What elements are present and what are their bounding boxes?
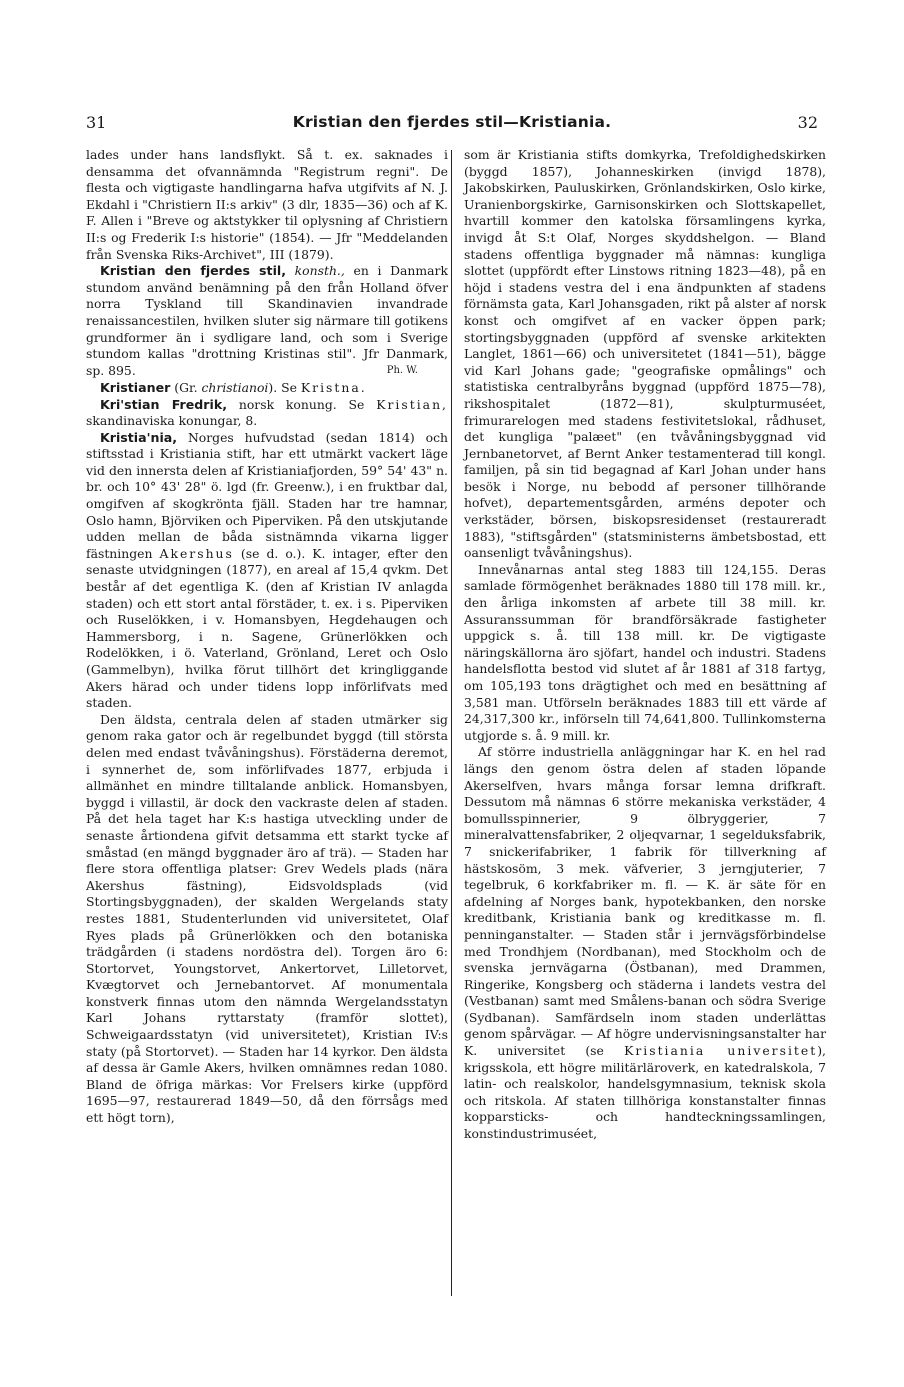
entry-text: Norges hufvudstad (sedan 1814) och stiftsstad i Kristiania stift, har ett utmärkt vackert läge vid den innersta delen af Kristianiafjorden, 59° 54' 43" n. br. och 10° 43' 28" ö. lgd (fr. Greenw.), i en fruktbar dal, omgifven af skogkrönta fjäll. Staden har tre hamnar, Oslo hamn, Björviken och Piperviken. På den utskjutande udden mellan de båda sistnämnda vikarna ligger fästningen bbox=[86, 429, 448, 561]
page-number-right: 32 bbox=[797, 113, 818, 132]
entry-kristian-den-fjerdes-stil bbox=[86, 263, 448, 379]
entry-kristian-fredrik bbox=[86, 397, 448, 430]
author-signature: Ph. W. bbox=[386, 365, 418, 377]
entry-headword: Kristian den fjerdes stil, bbox=[100, 263, 286, 279]
entry-headword: Kri'stian Fredrik, bbox=[100, 396, 227, 412]
page-header bbox=[86, 113, 818, 135]
entry-kristianer bbox=[86, 380, 448, 397]
entry-text: (se d. o.). K. intager, efter den senaste utvidgningen (1877), en areal af 15,4 qvkm. Det består af det egentliga K. (den af Kristian IV anlagda staden) och ett stort antal förstäder, t. ex. i s. Piperviken och Ruselökken, i v. Homansbyen, Hegdehaugen och Hammersborg, i n. Sagene, Grünerlökken och Rodelökken, i ö. Vaterland, Grönland, Leret och Oslo (Gammelbyn), hvilka förut tillhört det kringliggande Akers härad och under tidens lopp införlifvats med staden. bbox=[86, 545, 448, 711]
entry-text: en i Danmark stundom använd benämning på den från Holland öfver norra Tyskland till Skandinavien invandrade renaissancestilen, hvilken sluter sig närmare till gotikens grundformer än i sydligare land, och som i Sverige stundom kallas "drottning Kristinas stil". Jfr Danmark, sp. 895. bbox=[86, 263, 448, 378]
greek-term: christianoi bbox=[201, 379, 269, 395]
paragraph-text: ), krigsskola, ett högre militärläroverk, en katedralskola, 7 latin- och realskolor, handelsgymnasium, teknisk skola och ritskola. Af staten tillhöriga konstanstalter finnas kopparsticks- och handteckningssamlingen, konstindustrimuséet, bbox=[464, 1043, 826, 1142]
entry-text: (Gr. bbox=[174, 379, 198, 395]
paragraph-text: Af större industriella anläggningar har K. en hel rad längs den genom östra delen af staden löpande Akerselfven, hvars många forsar lemna drifkraft. Dessutom må nämnas 6 större mekaniska verkstäder, 4 bomullsspinnerier, 9 ölbryggerier, 7 mineralvattensfabriker, 2 oljeqvarnar, 1 segelduksfabrik, 7 snickerifabriker, 1 fabrik för tillverkning af hästskosöm, 3 mek. väfverier, 3 jerngjuterier, 7 tegelbruk, 6 korkfabriker m. fl. — K. är säte för en afdelning af Norges bank, hypotekbanken, den norske kreditbank, Kristiania bank og kreditkasse m. fl. penninganstalter. — Staden står i jernvägsförbindelse med Trondhjem (Nordbanan), med Stockholm och de svenska jernvägarna (Östbanan), med Drammen, Ringerike, Kongsberg och städerna i landets vestra del (Vestbanan) samt med Smålens-banan och södra Sverige (Sydbanan). Samfärdseln inom staden underlättas genom spårvägar. — Af högre undervisningsanstalter har K. universitet (se bbox=[464, 744, 826, 1059]
entry-text: skandinaviska konungar, 8. bbox=[86, 413, 258, 429]
cross-reference: Akershus bbox=[159, 545, 234, 561]
running-title: Kristian den fjerdes stil—Kristiania. bbox=[292, 113, 612, 131]
cross-reference: Kristiania universitet bbox=[624, 1043, 818, 1059]
entry-kristiania bbox=[86, 430, 448, 712]
paragraph bbox=[464, 744, 826, 1142]
paragraph: Innevånarnas antal steg 1883 till 124,155. Deras samlade förmögenhet beräknades 1880 till 178 mill. kr., den årliga inkomsten af arbete till 38 mill. kr. Assuranssumman för brandförsäkrade fastigheter uppgick s. å. till 138 mill. kr. De vigtigaste näringskällorna äro sjöfart, handel och industri. Stadens handelsflotta bestod vid slutet af år 1881 af 318 fartyg, om 105,193 tons drägtighet och med en besättning af 3,581 man. Utförseln beräknades 1883 till ett värde af 24,317,300 kr., införseln till 74,641,800. Tullinkomsterna utgjorde s. å. 9 mill. kr. bbox=[464, 561, 826, 743]
paragraph: som är Kristiania stifts domkyrka, Trefoldighedskirken (byggd 1857), Johanneskirken (invigd 1878), Jakobskirken, Pauluskirken, Grönlandskirken, Oslo kirke, Uranienborgskirke, Garnisonskirken och Slottskapellet, hvartill kommer den katolska församlingens kyrka, invigd åt S:t Olaf, Norges skyddshelgon. — Bland stadens offentliga byggnader må nämnas: kungliga slottet (uppfördt efter Linstows ritning 1823—48), på en höjd i stadens vestra del i ena ändpunkten af stadens förnämsta gata, Karl Johansgaden, rikt på alster af norsk konst och omgifvet af en vacker öppen park; stortingsbyggnaden (uppförd af svenske arkitekten Langlet, 1861—66) och universitetet (1841—51), bägge vid Karl Johans gade; "geografiske opmålings" och statistiska centralbyråns byggnad (uppförd 1875—78), rikshospitalet (1872—81), skulpturmuséet, frimurarelogen med stadens festivitetslokal, rådhuset, det kungliga "palæet" (en tvåvåningsbyggnad vid Jernbanetorvet, af Bernt Anker testamenterad till kongl. familjen, på sin tid begagnad af Karl Johan under hans besök i Norge, nu bebodd af personer tillhörande hofvet), departementsgården, arméns depoter och verkstäder, börsen, biskopsresidenset (restaureradt 1883), "stiftsgården" (statsministerns ämbetsbostad, ett oansenligt tvåvåningshus). bbox=[464, 147, 826, 561]
entry-headword: Kristianer bbox=[100, 379, 171, 395]
cross-reference: Kristian, bbox=[376, 396, 448, 412]
entry-headword: Kristia'nia, bbox=[100, 429, 178, 445]
entry-abbreviation: konsth., bbox=[294, 263, 345, 279]
paragraph: lades under hans landsflykt. Så t. ex. saknades i densamma det ofvannämnda "Registrum regni". De flesta och vigtigaste handlingarna hafva utgifvits af N. J. Ekdahl i "Christiern II:s arkiv" (3 dlr, 1835—36) och af K. F. Allen i "Breve og aktstykker til oplysning af Christiern II:s og Frederik I:s historie" (1854). — Jfr "Meddelanden från Svenska Riks-Archivet", III (1879). bbox=[86, 147, 448, 262]
cross-reference: Kristna. bbox=[300, 379, 367, 395]
paragraph: Den äldsta, centrala delen af staden utmärker sig genom raka gator och är regelbundet byggd (till största delen med endast tvåvåningshus). Förstäderna deremot, i synnerhet de, som införlifvades 1877, erbjuda i allmänhet en mindre tilltalande anblick. Homansbyen, byggd i villastil, är dock den vackraste delen af staden. På det hela taget har K:s hastiga utveckling under de senaste årtiondena gifvit detsamma ett starkt tycke af småstad (en mängd byggnader äro af trä). — Staden har flere stora offentliga platser: Grev Wedels plads (nära Akershus fästning), Eidsvoldsplads (vid Stortingsbyggnaden), der skalden Wergelands staty restes 1881, Studenterlunden vid universitetet, Olaf Ryes plads på Grünerlökken och den botaniska trädgården (i stadens nordöstra del). Torgen äro 6: Stortorvet, Youngstorvet, Ankertorvet, Lilletorvet, Kvægtorvet och Jernebantorvet. Af monumentala konstverk finnas utom den nämnda Wergelandsstatyn Karl Johans ryttarstaty (framför slottet), Schweigaardsstatyn (vid universitetet), Kristian IV:s staty (på Stortorvet). — Staden har 14 kyrkor. Den äldsta af dessa är Gamle Akers, hvilken omnämnes redan 1080. Bland de öfriga märkas: Vor Frelsers kirke (uppförd 1695—97, restaurerad 1849—50, då den förrsågs med ett högt torn), bbox=[86, 711, 448, 1126]
entry-text: norsk konung. Se bbox=[238, 396, 365, 412]
right-column bbox=[464, 147, 826, 1143]
entry-text: ). Se bbox=[268, 379, 297, 395]
column-divider bbox=[451, 150, 452, 1296]
left-column bbox=[86, 147, 448, 1127]
page-number-left: 31 bbox=[86, 113, 107, 132]
